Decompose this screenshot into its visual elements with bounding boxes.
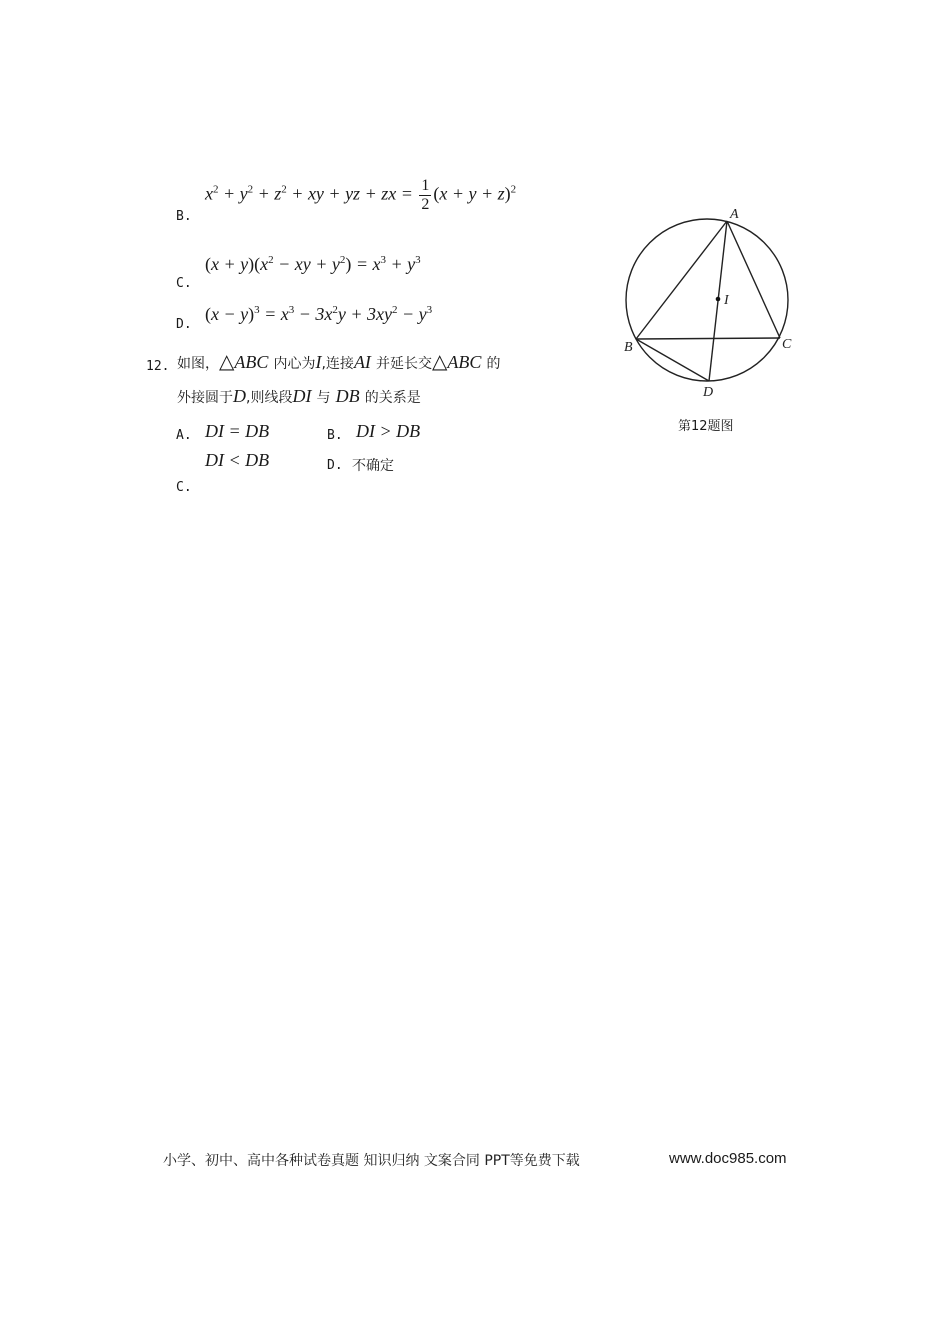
label-a: A: [730, 207, 739, 222]
footer-url[interactable]: www.doc985.com: [669, 1150, 787, 1167]
triangle-symbol: △: [432, 351, 448, 373]
var-db: DB: [335, 386, 360, 406]
side-ac: [727, 221, 780, 338]
answer-d-label: D.: [327, 458, 343, 473]
answer-b-label: B.: [327, 428, 343, 443]
label-d: D: [703, 385, 714, 400]
question-text-4: 并延长交: [376, 356, 433, 372]
question-text-9: 的关系是: [364, 390, 421, 406]
label-i: I: [724, 293, 729, 308]
answer-b-expr: DI > DB: [356, 421, 421, 441]
question-line-1: [177, 349, 501, 374]
label-c: C: [782, 337, 792, 352]
var-ai: AI: [353, 352, 371, 372]
answer-a-expr: DI = DB: [205, 421, 270, 441]
question-text-3: ,连接: [321, 356, 354, 372]
question-text-5: 的: [486, 356, 501, 372]
option-d-formula: $(x - y)^3 = x^3 - 3x^2y + 3xy^2 - y^3$: [205, 304, 433, 324]
answer-c-expr: DI < DB: [205, 450, 270, 470]
triangle-abc: ABC: [234, 352, 269, 372]
option-d-label: D.: [176, 317, 192, 332]
incenter-point: [716, 297, 721, 302]
var-i: I: [315, 352, 322, 372]
footer-text: 小学、初中、高中各种试卷真题 知识归纳 文案合同 PPT等免费下载: [163, 1153, 580, 1169]
option-b-label: B.: [176, 209, 192, 224]
answer-a-label: A.: [176, 428, 192, 443]
side-bc: [636, 338, 780, 339]
triangle-abc: ABC: [447, 352, 482, 372]
question-text-6: 外接圆于: [177, 390, 233, 406]
side-ab: [636, 221, 727, 339]
question-number: 12.: [146, 359, 170, 374]
question-text-7: ,则线段: [246, 390, 293, 406]
answer-c-label: C.: [176, 480, 192, 495]
option-c-formula: $(x + y)(x^2$ − xy + $y^2) = x^3 + y^3$: [205, 254, 421, 274]
circle-triangle-figure: [612, 196, 808, 410]
segment-bd: [636, 339, 709, 381]
answer-d-text: 不确定: [352, 458, 394, 474]
question-line-2: [177, 386, 421, 407]
question-text-2: 内心为: [273, 356, 316, 372]
question-text-8: 与: [316, 390, 331, 406]
option-c-label: C.: [176, 276, 192, 291]
circumcircle: [626, 219, 788, 381]
label-b: B: [624, 340, 633, 355]
option-b-formula: $x^2 + y^2 + z^2$ + xy + yz + zx = $\frac{1}{2}$ $(x + y + z)^2$: [205, 177, 517, 213]
var-di: DI: [292, 386, 312, 406]
var-d: D: [233, 386, 246, 406]
triangle-symbol: △: [219, 351, 235, 373]
figure-caption: 第12题图: [678, 419, 734, 434]
question-text-1: 如图，: [177, 356, 219, 372]
